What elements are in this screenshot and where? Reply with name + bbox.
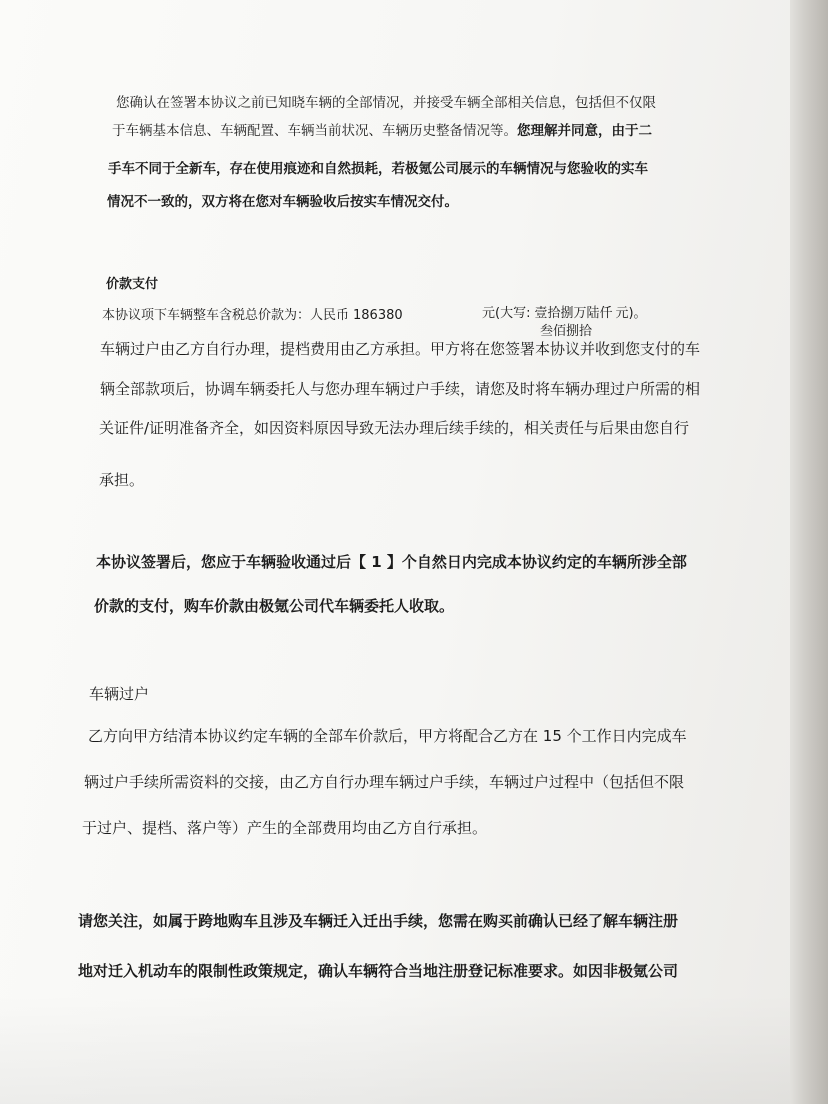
transfer-section-line-3: 于过户、提档、落户等）产生的全部费用均由乙方自行承担。	[82, 819, 488, 837]
uppercase-line-2: 叁佰捌拾	[540, 324, 593, 339]
transfer-heading: 车辆过户	[89, 685, 150, 703]
intro-line-2	[112, 122, 652, 140]
uppercase-line-1: 壹拾捌万陆仟	[534, 306, 613, 321]
intro-line-3: 手车不同于全新车，存在使用痕迹和自然损耗，若极氪公司展示的车辆情况与您验收的实车	[108, 161, 648, 177]
notice-line-2: 地对迁入机动车的限制性政策规定，确认车辆符合当地注册登记标准要求。如因非极氪公司	[78, 962, 679, 980]
notice-line-1: 请您关注，如属于跨地购车且涉及车辆迁入迁出手续，您需在购买前确认已经了解车辆注册	[78, 912, 679, 930]
deadline-line-1: 本协议签署后，您应于车辆验收通过后【 1 】个自然日内完成本协议约定的车辆所涉全部	[96, 553, 687, 571]
page-edge-shadow	[790, 0, 828, 1104]
payment-heading: 价款支付	[106, 277, 159, 292]
transfer-section-line-2: 辆过户手续所需资料的交接，由乙方自行办理车辆过户手续，车辆过户过程中（包括但不限	[84, 773, 685, 791]
transfer-line-1: 车辆过户由乙方自行办理，提档费用由乙方承担。甲方将在您签署本协议并收到您支付的车	[100, 340, 701, 358]
transfer-section-line-1: 乙方向甲方结清本协议约定车辆的全部车价款后，甲方将配合乙方在 15 个工作日内完成车	[88, 727, 687, 745]
intro-line-1: 您确认在签署本协议之前已知晓车辆的全部情况，并接受车辆全部相关信息，包括但不仅限	[116, 95, 656, 111]
amount-prefix: 本协议项下车辆整车含税总价款为：人民币	[102, 308, 350, 323]
payment-amount-line	[102, 307, 403, 325]
intro-line-2-bold: 您理解并同意，由于二	[517, 123, 652, 139]
deadline-line-2: 价款的支付，购车价款由极氪公司代车辆委托人收取。	[94, 597, 455, 615]
transfer-line-2: 辆全部款项后，协调车辆委托人与您办理车辆过户手续，请您及时将车辆办理过户所需的相	[100, 380, 701, 398]
transfer-line-3: 关证件/证明准备齐全，如因资料原因导致无法办理后续手续的，相关责任与后果由您自行	[99, 419, 690, 437]
transfer-line-4: 承担。	[99, 471, 145, 489]
amount-value: 186380	[353, 308, 403, 323]
uppercase-suffix: 元)。	[615, 306, 647, 321]
intro-line-4: 情况不一致的，双方将在您对车辆验收后按实车情况交付。	[107, 194, 458, 210]
intro-line-2-normal: 于车辆基本信息、车辆配置、车辆当前状况、车辆历史整备情况等。	[112, 123, 517, 139]
uppercase-prefix: 元(大写:	[482, 306, 531, 321]
bottom-shading	[0, 994, 790, 1104]
